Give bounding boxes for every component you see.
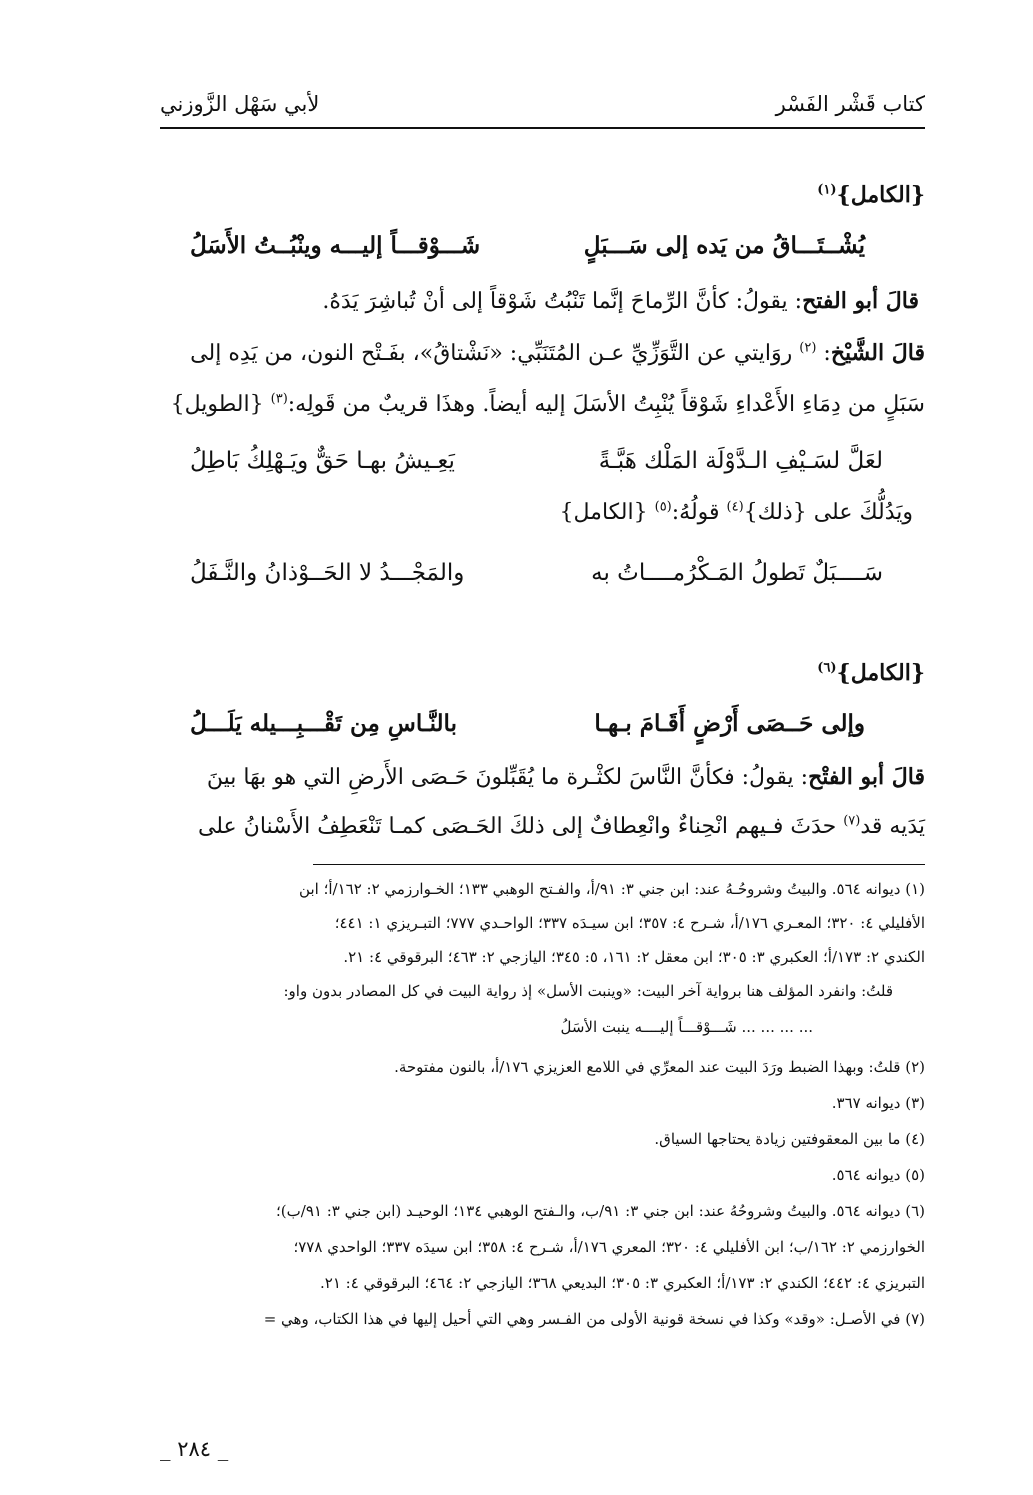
footnote-line: (٥) ديوانه ٥٦٤. [831,1166,925,1184]
verse-3-first-hemistich: سَــــبَلٌ تَطولُ المَـكْرُمــــاتُ به [591,560,883,586]
paragraph-shaykh-line-2: سَبَلٍ من دِمَاءِ الأَعْداءِ شَوْقاً يُنْبِتُ الأسَلَ إليه أيضاً. وهذَا قريبٌ من قَولِه:$^{(٣)}$ {الطويل} [170,391,925,417]
footnote-line: الكندي ٢: ١٧٣/أ؛ العكبري ٣: ٣٠٥؛ ابن معقل ٢: ١٦١، ٥: ٣٤٥؛ اليازجي ٢: ٤٦٣؛ البرقوقي ٤: ٢١. [343,948,925,966]
footnote-line: التبريزي ٤: ٤٤٢؛ الكندي ٢: ١٧٣/أ؛ العكبري ٣: ٣٠٥؛ البديعي ٣٦٨؛ اليازجي ٢: ٤٦٤؛ البرقوقي ٤: ٢١. [319,1274,925,1292]
verse-3-second-hemistich: والمَجْـــدُ لا الحَــوْذانُ والنَّـفَلُ [190,560,465,586]
verse-2-first-hemistich: لعَلَّ لسَـيْفِ الـدَّوْلَة المَلْك هَبَّـةً [598,448,883,474]
footnote-line: قلتُ: وانفرد المؤلف هنا برواية آخر البيت: «وينبت الأسل» إذ رواية البيت في كل المصادر بدون واو: [283,982,893,1000]
running-header-book-title: كتاب قَشْر الفَسْر [775,92,925,116]
footnote-line: (١) ديوانه ٥٦٤. والبيتُ وشروحُـهُ عند: ابن جني ٣: ٩١/أ، والفـتح الوهبي ١٣٣؛ الخـوارزمي ٢: ١٦٢/أ؛ ابن [299,880,925,898]
meter-label: {الكامل}$^{(١)}$ [817,182,925,208]
footnote-line: (٤) ما بين المعقوفتين زيادة يحتاجها السياق. [654,1130,925,1148]
page-number: _ ٢٨٤ _ [160,1437,229,1461]
paragraph-shaykh-line-1: قالَ الشَّيْخ: $^{(٢)}$ روَايتي عن التَّوَزِّيِّ عـن المُتَنَبِّي: «نَشْتاقُ»، بفَـتْح النون، من يَدِه إلى [190,340,925,366]
verse-4-second-hemistich: بالنَّـاسِ مِن تَقْـــبِـــيله يَلَـــلُ [190,710,457,737]
footnote-line: الأفليلي ٤: ٣٢٠؛ المعـري ١٧٦/أ، شـرح ٤: ٣٥٧؛ ابن سيـدَه ٣٣٧؛ الواحـدي ٧٧٧؛ التبـريزي ١: ٤٤١؛ [334,914,925,932]
verse-1-second-hemistich: شَـــوْقـــاً إليـــه وينْبُــتُ الأَسَلُ [190,232,481,259]
verse-2-second-hemistich: يَعِـيشُ بهـا حَقٌّ ويَـهْلِكُ بَاطِلُ [190,448,455,474]
footnote-line: (٢) قلتُ: وبهذا الضبط ورَدَ البيت عند المعرِّي في اللامع العزيزي ١٧٦/أ، بالنون مفتوحة. [394,1058,925,1076]
paragraph-abu-alfath-2-line-2: يَدَيه قد$^{(٧)}$ حدَثَ فـيهم انْحِناءٌ وانْعِطافٌ إلى ذلكَ الحَـصَى كمـا تَنْعَطِفُ الأَسْنانُ على [197,813,925,839]
verse-4-first-hemistich: وإلى حَــصَى أَرْضٍ أَقَـامَ بـهـا [594,710,865,737]
footnote-line: (٣) ديوانه ٣٦٧. [831,1094,925,1112]
verse-1-first-hemistich: يُشْــتَـــاقُ من يَده إلى سَـــبَلٍ [583,232,865,259]
footnote-line: (٦) ديوانه ٥٦٤. والبيتُ وشروحُهُ عند: ابن جني ٣: ٩١/ب، والـفتح الوهبي ١٣٤؛ الوحيـد (ابن جني ٣: ٩١/ب)؛ [276,1202,925,1220]
header-rule [160,127,925,129]
running-header-author: لأبي سَهْل الزَّوزني [160,92,320,116]
footnote-line: (٧) في الأصـل: «وقد» وكذا في نسخة قونية الأولى من الفـسر وهي التي أحيل إليها في هذا الكتاب، وهي = [263,1310,925,1328]
footnote-rule [313,864,925,865]
footnote-line: الخوارزمي ٢: ١٦٢/ب؛ ابن الأفليلي ٤: ٣٢٠؛ المعري ١٧٦/أ، شـرح ٤: ٣٥٨؛ ابن سيدَه ٣٣٧؛ الواحدي ٧٧٨؛ [293,1238,925,1256]
paragraph-abu-alfath-2-line-1: قالَ أبو الفتْح: يقولُ: فكأنَّ النَّاسَ لكثْـرة ما يُقَبِّلونَ حَـصَى الأَرضِ التي هو بهَا بينَ [206,764,925,790]
paragraph-evidence: ويَدُلُّكَ على {ذلك}$^{(٤)}$ قولُهُ:$^{(٥)}$ {الكامل} [559,499,913,525]
meter-label-2: {الكامل}$^{(٦)}$ [817,660,925,686]
paragraph-abu-alfath-1: قالَ أبو الفتح: يقولُ: كأنَّ الرِّماحَ إنَّما تَنْبُتُ شَوْقاً إلى أنْ تُباشِرَ يَدَهُ. [322,288,919,314]
footnote-verse: ... ... ... ... شَـــوْقـــاً إليــــه ينبت الأسَلُ [560,1018,813,1036]
